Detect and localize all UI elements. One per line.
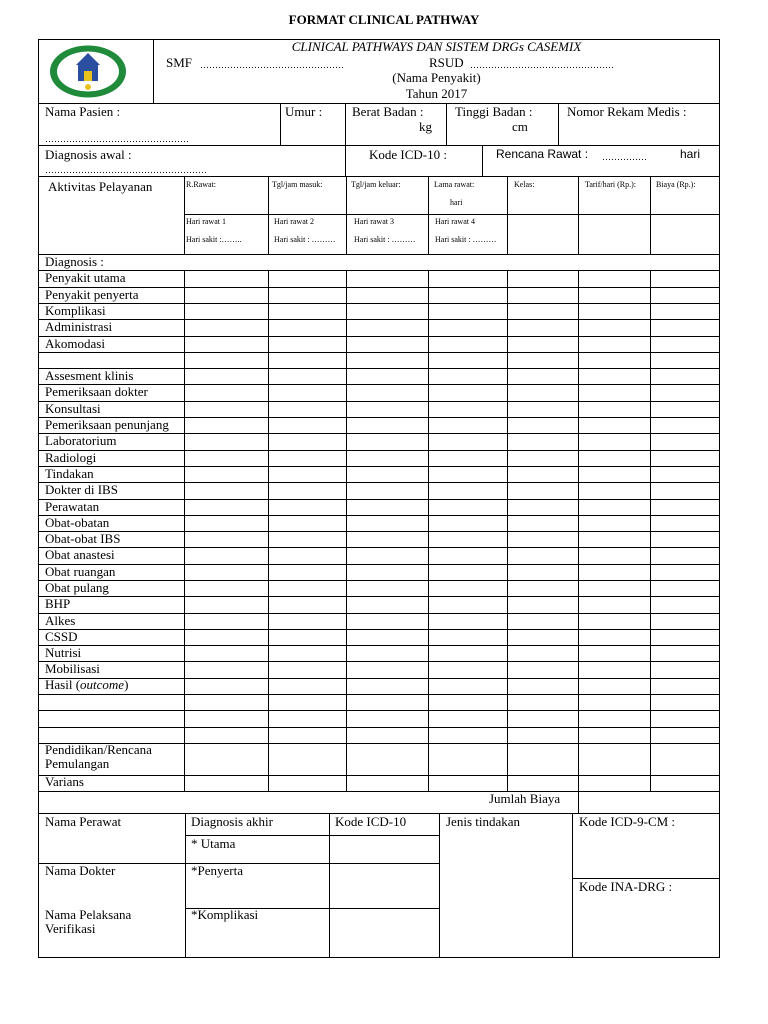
activity-row-label: Assesment klinis [45, 368, 134, 383]
activity-row-label: Alkes [45, 613, 76, 628]
activity-row-label: Penyakit penyerta [45, 287, 139, 302]
complication-label: *Komplikasi [191, 907, 259, 922]
verifier-label-1: Nama Pelaksana [45, 907, 132, 922]
activity-row-label: Perawatan [45, 499, 100, 514]
care-day-2: Hari rawat 2 [274, 217, 314, 226]
activity-row-label: Mobilisasi [45, 661, 100, 676]
nurse-name-label: Nama Perawat [45, 814, 122, 829]
length-of-stay-unit: hari [450, 198, 463, 207]
weight-label: Berat Badan : [352, 104, 424, 119]
form-year: Tahun 2017 [405, 86, 468, 101]
activity-row-label: Obat ruangan [45, 564, 116, 579]
patient-name-dots: ………………………………………… [45, 134, 189, 144]
sick-day-1: Hari sakit :…….. [186, 235, 242, 244]
activity-row-label: Obat pulang [45, 580, 109, 595]
smf-label: SMF [166, 55, 193, 70]
sick-day-4: Hari sakit : ……… [435, 235, 497, 244]
sick-day-2: Hari sakit : ……… [274, 235, 336, 244]
height-label: Tinggi Badan : [455, 104, 533, 119]
icd9cm-label: Kode ICD-9-CM : [579, 814, 676, 829]
col-cost: Biaya (Rp.): [656, 180, 696, 189]
discharge-plan-label-2: Pemulangan [45, 756, 110, 771]
rsud-label: RSUD [429, 55, 464, 70]
disease-name: (Nama Penyakit) [392, 70, 481, 85]
care-day-3: Hari rawat 3 [354, 217, 394, 226]
col-class: Kelas: [514, 180, 535, 189]
activity-row-label: Penyakit utama [45, 270, 126, 285]
age-label: Umur : [285, 104, 323, 119]
outcome-label: Hasil (outcome) [45, 677, 129, 692]
activity-row-label: CSSD [45, 629, 78, 644]
activity-row-label: BHP [45, 596, 71, 611]
care-plan-label: Rencana Rawat : [496, 147, 589, 161]
form-title: CLINICAL PATHWAYS DAN SISTEM DRGs CASEMIX [291, 39, 582, 54]
care-day-4: Hari rawat 4 [435, 217, 475, 226]
sick-day-3: Hari sakit : ……… [354, 235, 416, 244]
activity-row-label: Radiologi [45, 450, 97, 465]
activity-row-label: Nutrisi [45, 645, 82, 660]
verifier-label-2: Verifikasi [45, 921, 96, 936]
col-length-of-stay: Lama rawat: [434, 180, 475, 189]
discharge-plan-label-1: Pendidikan/Rencana [45, 742, 152, 757]
activity-row-label: Pemeriksaan penunjang [45, 417, 169, 432]
service-activity-label: Aktivitas Pelayanan [48, 179, 153, 194]
record-number-label: Nomor Rekam Medis : [567, 104, 687, 119]
care-plan-unit: hari [680, 147, 701, 161]
total-cost-label: Jumlah Biaya [489, 791, 561, 806]
footer-icd10-label: Kode ICD-10 [335, 814, 407, 829]
secondary-diagnosis-label: *Penyerta [191, 863, 243, 878]
activity-row-label: Obat-obat IBS [45, 531, 121, 546]
procedure-type-label: Jenis tindakan [446, 814, 521, 829]
hospital-logo [48, 43, 128, 100]
activity-row-label: Akomodasi [45, 336, 105, 351]
activity-row-label: Diagnosis : [45, 254, 104, 269]
care-day-1: Hari rawat 1 [186, 217, 226, 226]
initial-diagnosis-dots: ……………………………………………… [45, 165, 207, 175]
smf-dots: ………………………………………… [200, 60, 344, 70]
activity-row-label: Komplikasi [45, 303, 106, 318]
icd10-label: Kode ICD-10 : [369, 147, 447, 162]
rsud-dots: ………………………………………… [470, 60, 614, 70]
care-plan-dots: …………… [602, 152, 647, 162]
col-admit-time: Tgl/jam masuk: [272, 180, 323, 189]
activity-row-label: Dokter di IBS [45, 482, 118, 497]
activity-row-label: Konsultasi [45, 401, 101, 416]
activity-row-label: Administrasi [45, 319, 113, 334]
initial-diagnosis-label: Diagnosis awal : [45, 147, 132, 162]
doctor-name-label: Nama Dokter [45, 863, 116, 878]
activity-row-label: Laboratorium [45, 433, 117, 448]
activity-row-label: Tindakan [45, 466, 94, 481]
activity-row-label: Pemeriksaan dokter [45, 384, 148, 399]
activity-row-label: Obat-obatan [45, 515, 110, 530]
primary-diagnosis-label: * Utama [191, 836, 236, 851]
col-daily-rate: Tarif/hari (Rp.): [585, 180, 636, 189]
final-diagnosis-label: Diagnosis akhir [191, 814, 273, 829]
activity-row-label: Obat anastesi [45, 547, 115, 562]
patient-name-label: Nama Pasien : [45, 104, 121, 119]
varians-label: Varians [45, 774, 84, 789]
inadrg-label: Kode INA-DRG : [579, 879, 673, 894]
col-room: R.Rawat: [186, 180, 216, 189]
weight-unit: kg [419, 119, 432, 134]
col-discharge-time: Tgl/jam keluar: [351, 180, 401, 189]
page-title: FORMAT CLINICAL PATHWAY [288, 12, 480, 27]
height-unit: cm [512, 119, 528, 134]
